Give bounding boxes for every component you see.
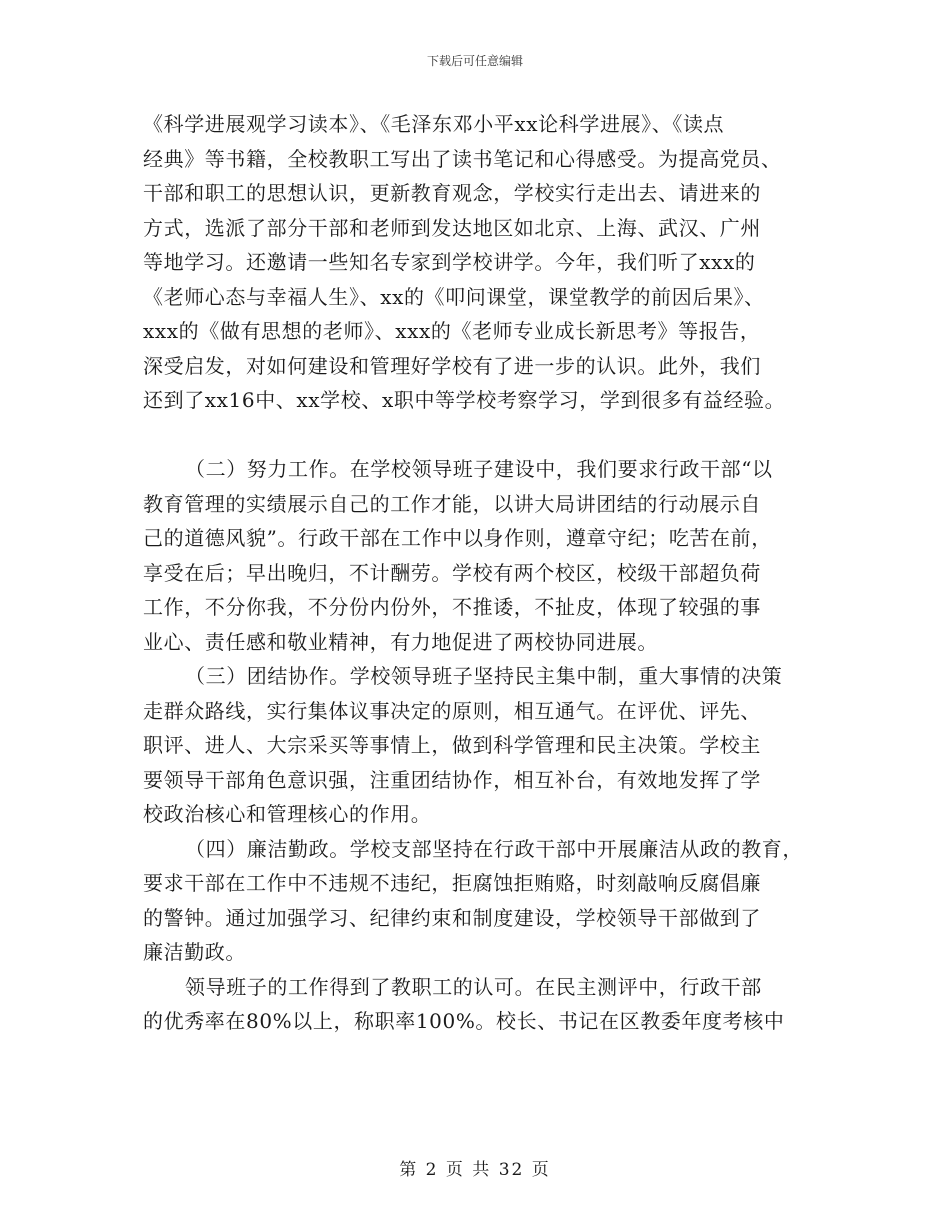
text-line: 教育管理的实绩展示自己的工作才能，以讲大局讲团结的行动展示自 [143,491,761,516]
text-line: 干部和职工的思想认识，更新教育观念，学校实行走出去、请进来的 [143,181,761,205]
text-line: 《科学进展观学习读本》、《毛泽东邓小平xx论科学进展》、《读点 [143,112,725,136]
text-line: 要领导干部角色意识强，注重团结协作，相互补台，有效地发挥了学 [143,767,761,792]
text-line-indented: （二）努力工作。在学校领导班子建设中，我们要求行政干部“以 [185,457,773,481]
text-line: xxx的《做有思想的老师》、xxx的《老师专业成长新思考》等报告， [143,319,761,343]
text-line: 《老师心态与幸福人生》、xx的《叩问课堂，课堂教学的前因后果》、 [143,284,765,309]
text-line: 走群众路线，实行集体议事决定的原则，相互通气。在评优、评先、 [143,698,761,723]
document-body [143,107,833,1039]
text-line: 还到了xx16中、xx学校、x职中等学校考察学习，学到很多有益经验。 [143,388,786,412]
text-line: 业心、责任感和敬业精神，有力地促进了两校协同进展。 [143,629,658,654]
text-line: 经典》等书籍，全校教职工写出了读书笔记和心得感受。为提高党员、 [143,146,782,171]
text-line: 深受启发，对如何建设和管理好学校有了进一步的认识。此外，我们 [143,353,761,378]
page-header-note: 下载后可任意编辑 [426,54,523,68]
text-line-indented: 领导班子的工作得到了教职工的认可。在民主测评中，行政干部 [185,974,762,999]
text-line: 享受在后；早出晚归，不计酬劳。学校有两个校区，校级干部超负荷 [143,560,761,585]
text-line: 的警钟。通过加强学习、纪律约束和制度建设，学校领导干部做到了 [143,905,761,930]
text-line: 方式，选派了部分干部和老师到发达地区如北京、上海、武汉、广州 [143,215,761,240]
text-line-indented: （三）团结协作。学校领导班子坚持民主集中制，重大事情的决策 [185,664,783,688]
text-line: 工作，不分你我，不分份内份外，不推诿，不扯皮，体现了较强的事 [143,595,761,619]
text-line: 职评、进人、大宗采买等事情上，做到科学管理和民主决策。学校主 [143,733,761,757]
text-line: 等地学习。还邀请一些知名专家到学校讲学。今年，我们听了xxx的 [143,250,756,274]
paragraph-gap [143,418,833,453]
text-line: 要求干部在工作中不违规不违纪，拒腐蚀拒贿赂，时刻敲响反腐倡廉 [143,871,761,895]
text-line-indented: （四）廉洁勤政。学校支部坚持在行政干部中开展廉洁从政的教育， [185,836,803,861]
text-line: 校政治核心和管理核心的作用。 [143,802,432,826]
page-number-footer: 第 2 页 共 32 页 [399,1160,551,1180]
text-line: 的优秀率在80%以上，称职率100%。校长、书记在区教委年度考核中 [143,1009,785,1033]
text-line: 廉洁勤政。 [143,940,246,964]
text-line: 己的道德风貌”。行政干部在工作中以身作则，遵章守纪；吃苦在前， [143,526,772,550]
